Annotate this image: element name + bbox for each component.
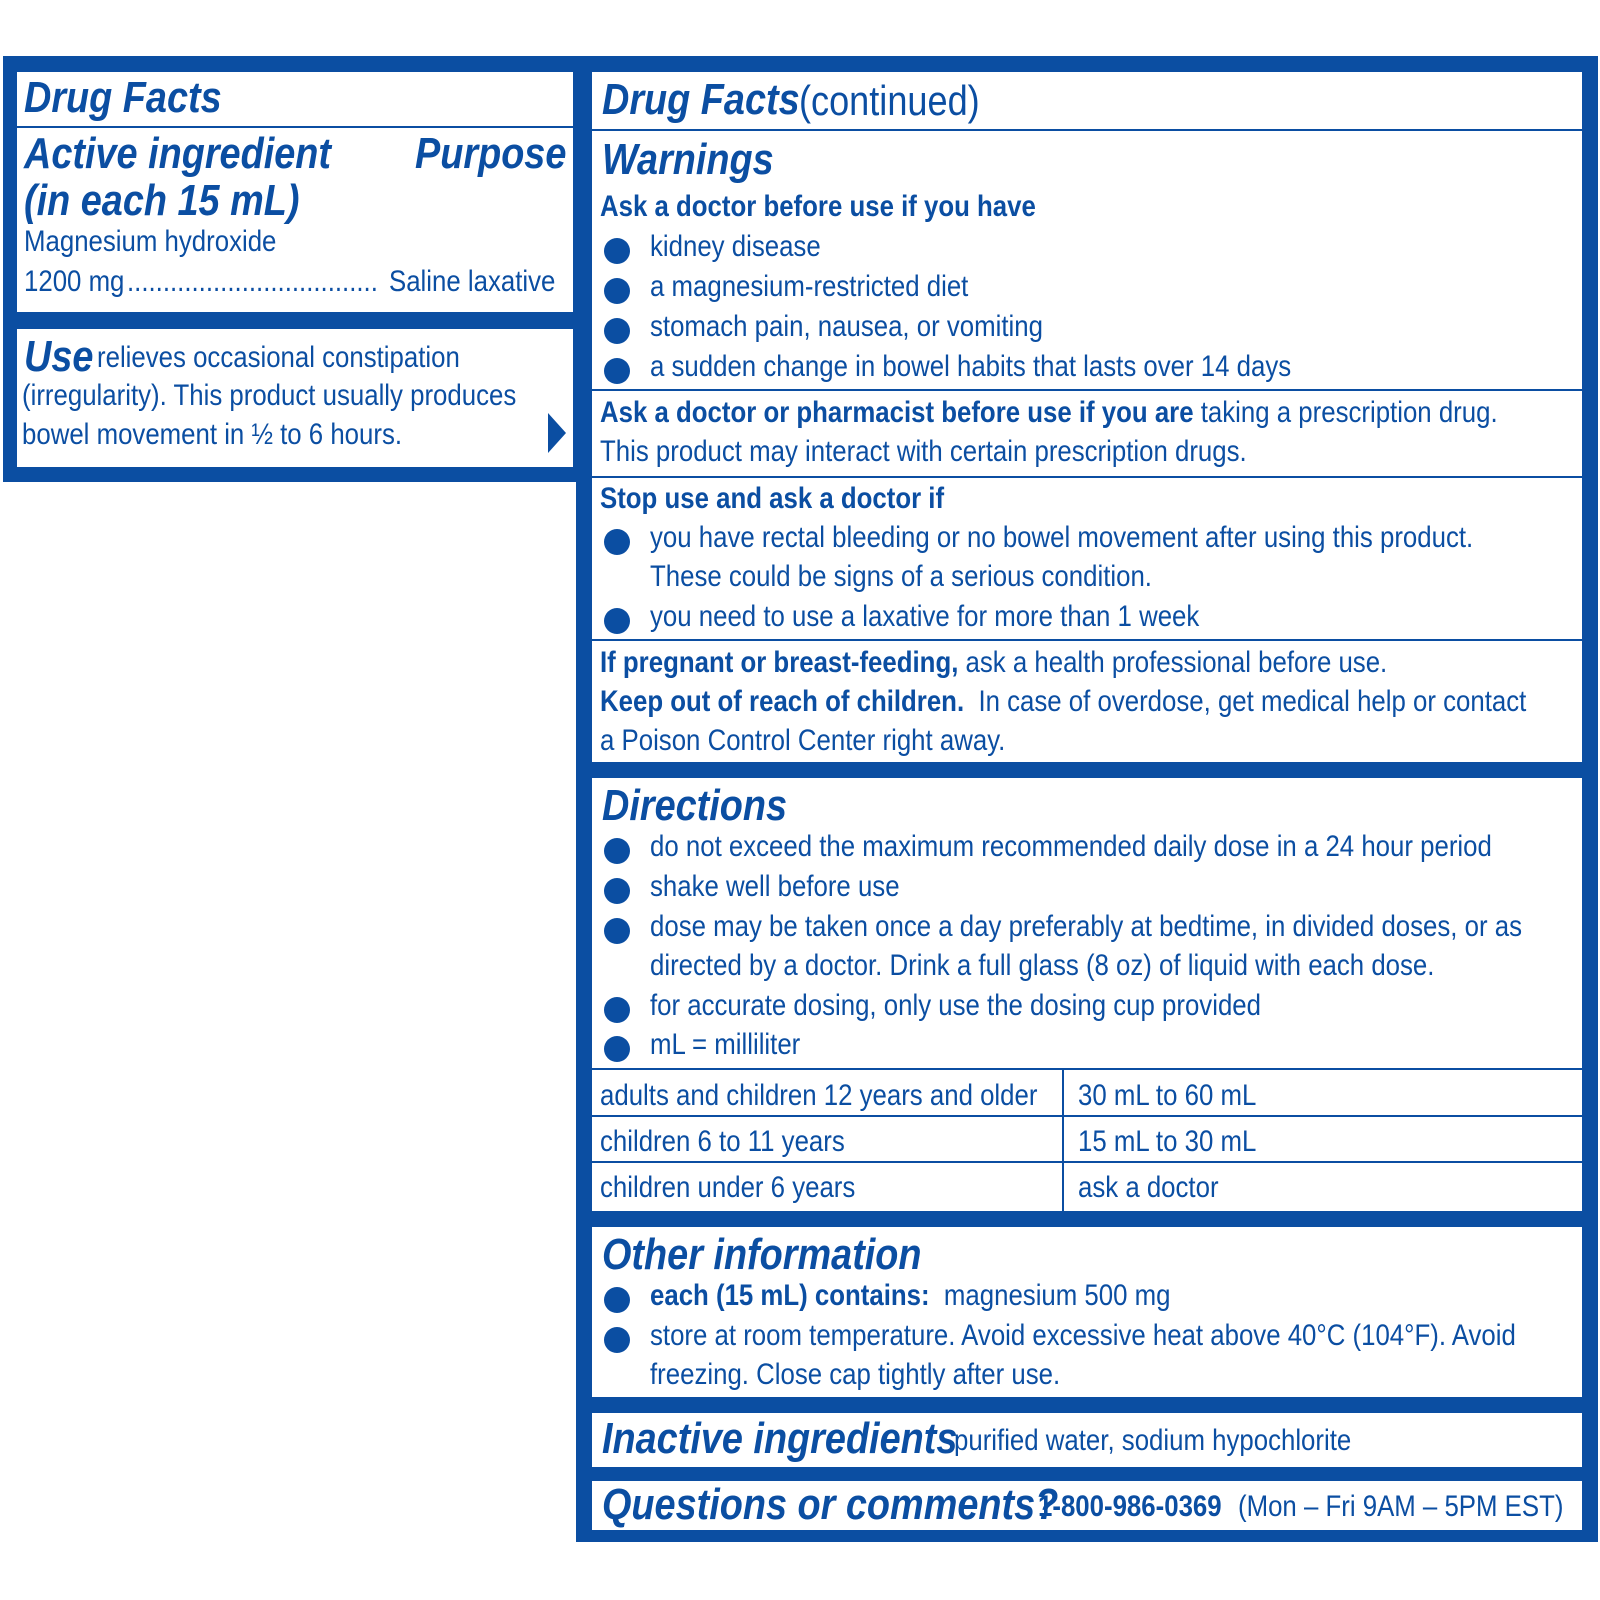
stop-item-1-line-1: you have rectal bleeding or no bowel movement after using this product. — [650, 521, 1474, 554]
section-rule — [592, 389, 1582, 391]
other-information-panel — [592, 1227, 1582, 1397]
questions-panel — [592, 1481, 1582, 1530]
ask-doctor-item: stomach pain, nausea, or vomiting — [650, 310, 1043, 343]
directions-heading: Directions — [602, 781, 788, 830]
purpose-heading: Purpose — [415, 129, 567, 178]
bullet — [604, 358, 630, 384]
pharmacist-line-2: This product may interact with certain prescription drugs. — [600, 435, 1247, 468]
table-row-rule — [592, 1161, 1582, 1163]
questions-phone: 1-800-986-0369 — [1038, 1490, 1222, 1523]
bullet — [604, 1327, 630, 1353]
other-information-heading: Other information — [602, 1230, 922, 1279]
bullet — [604, 278, 630, 304]
questions-hours: (Mon – Fri 9AM – 5PM EST) — [1238, 1490, 1564, 1523]
use-line-1: relieves occasional constipation — [97, 341, 460, 374]
use-line-3: bowel movement in ½ to 6 hours. — [22, 418, 403, 451]
direction-item-continued: directed by a doctor. Drink a full glass (8 oz) of liquid with each dose. — [650, 949, 1435, 982]
questions-heading: Questions or comments? — [602, 1480, 1059, 1529]
ingredient-purpose: Saline laxative — [389, 265, 556, 298]
other-item-1 — [650, 1281, 1170, 1311]
active-ingredient-panel — [17, 72, 573, 312]
stop-item-1-line-2: These could be signs of a serious condition. — [650, 560, 1152, 593]
ask-doctor-item: a sudden change in bowel habits that lasts over 14 days — [650, 350, 1292, 383]
pharmacist-bold: Ask a doctor or pharmacist before use if you are — [600, 396, 1194, 429]
inactive-ingredients-heading: Inactive ingredients — [602, 1414, 958, 1463]
bullet — [604, 608, 630, 634]
directions-panel — [592, 778, 1582, 1211]
stop-use-heading: Stop use and ask a doctor if — [600, 482, 945, 515]
direction-item: shake well before use — [650, 870, 900, 903]
bullet — [604, 318, 630, 344]
ingredient-dots: ................................... — [127, 265, 378, 298]
bullet — [604, 918, 630, 944]
inactive-ingredients-panel — [592, 1413, 1582, 1467]
direction-item: for accurate dosing, only use the dosing cup provided — [650, 989, 1261, 1022]
bullet — [604, 1036, 630, 1062]
ask-doctor-heading: Ask a doctor before use if you have — [600, 190, 1036, 223]
ingredient-name: Magnesium hydroxide — [24, 225, 277, 258]
dose-table-age: adults and children 12 years and older — [600, 1079, 1038, 1112]
use-line-2: (irregularity). This product usually produces — [22, 379, 517, 412]
keep-out-warning — [600, 687, 1526, 717]
section-rule — [592, 639, 1582, 641]
warnings-title-rule — [592, 129, 1582, 131]
use-heading: Use — [24, 332, 94, 381]
bullet — [604, 838, 630, 864]
pregnant-warning — [600, 648, 1387, 678]
pharmacist-text: taking a prescription drug. — [1200, 396, 1498, 429]
stop-item-2: you need to use a laxative for more than 1 week — [650, 600, 1200, 633]
table-column-divider — [1062, 1068, 1064, 1211]
ask-doctor-item: a magnesium-restricted diet — [650, 270, 969, 303]
drug-facts-continued-title: Drug Facts — [602, 75, 800, 124]
direction-item: do not exceed the maximum recommended daily dose in a 24 hour period — [650, 830, 1492, 863]
dose-table-dose: 15 mL to 30 mL — [1078, 1125, 1257, 1158]
dose-table-dose: ask a doctor — [1078, 1171, 1219, 1204]
bullet — [604, 238, 630, 264]
ask-doctor-item: kidney disease — [650, 230, 821, 263]
other-item-2-continued: freezing. Close cap tightly after use. — [650, 1358, 1061, 1391]
other-item-1-text: magnesium 500 mg — [943, 1279, 1171, 1312]
active-ingredient-heading: Active ingredient — [24, 129, 331, 178]
bullet — [604, 997, 630, 1023]
warnings-heading: Warnings — [602, 135, 774, 184]
inactive-ingredients-text: purified water, sodium hypochlorite — [954, 1424, 1352, 1457]
dose-table-age: children under 6 years — [600, 1171, 856, 1204]
section-rule — [592, 476, 1582, 478]
title-rule — [17, 126, 573, 128]
continued-label: (continued) — [799, 77, 980, 124]
table-row-rule — [592, 1115, 1582, 1117]
warnings-panel — [592, 72, 1582, 762]
bullet — [604, 878, 630, 904]
pregnant-text: ask a health professional before use. — [965, 646, 1388, 679]
pharmacist-warning — [600, 398, 1498, 428]
keep-out-text: In case of overdose, get medical help or contact — [978, 685, 1527, 718]
direction-item: dose may be taken once a day preferably at bedtime, in divided doses, or as — [650, 910, 1522, 943]
other-item-2: store at room temperature. Avoid excessive heat above 40°C (104°F). Avoid — [650, 1319, 1516, 1352]
keep-out-bold: Keep out of reach of children. — [600, 685, 965, 718]
drug-facts-title: Drug Facts — [24, 73, 222, 122]
keep-out-line-2: a Poison Control Center right away. — [600, 724, 1006, 757]
dose-table-dose: 30 mL to 60 mL — [1078, 1079, 1257, 1112]
bullet — [604, 1287, 630, 1313]
table-top-rule — [592, 1068, 1582, 1070]
active-ingredient-subheading: (in each 15 mL) — [24, 176, 300, 225]
dose-table-age: children 6 to 11 years — [600, 1125, 845, 1158]
ingredient-amount: 1200 mg — [24, 265, 125, 298]
pregnant-bold: If pregnant or breast-feeding, — [600, 646, 959, 679]
other-item-1-bold: each (15 mL) contains: — [650, 1279, 930, 1312]
direction-item: mL = milliliter — [650, 1028, 801, 1061]
use-panel — [17, 329, 573, 467]
triangle-right-icon — [548, 413, 566, 453]
bullet — [604, 529, 630, 555]
